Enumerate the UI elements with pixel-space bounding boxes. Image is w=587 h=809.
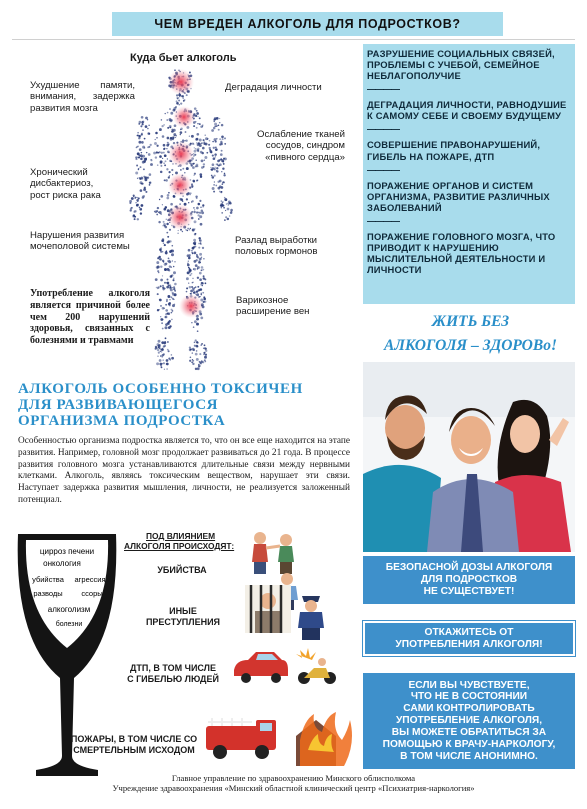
label-urogenital: Нарушения развития мочеполовой системы	[30, 230, 130, 253]
header-bar	[12, 6, 575, 40]
consequence-line: ПРЕСТУПЛЕНИЯ	[145, 616, 221, 627]
glass-word: болезни	[55, 621, 83, 628]
consequence-crimes	[140, 606, 226, 628]
glass-word: убийства	[32, 575, 64, 584]
consequence-accidents	[116, 663, 230, 685]
slogan-line: АЛКОГОЛЯ – ЗДОРОВо!	[384, 337, 557, 355]
footer-line: Учреждение здравоохранения «Минский областной клинический центр «Психиатрия-наркология»	[112, 783, 475, 794]
article-title-line: ОРГАНИЗМА ПОДРОСТКА	[18, 413, 226, 430]
fact-item: ПОРАЖЕНИЕ ОРГАНОВ И СИСТЕМ ОРГАНИЗМА, РАЗВИТИЕ РАЗЛИЧНЫХ ЗАБОЛЕВАНИЙ	[367, 179, 550, 213]
consequence-line: С ГИБЕЛЬЮ ЛЮДЕЙ	[127, 673, 219, 684]
fact-item: СОВЕРШЕНИЕ ПРАВОНАРУШЕНИЙ, ГИБЕЛЬ НА ПОЖАРЕ, ДТП	[367, 139, 541, 162]
no-safe-dose-box	[363, 556, 575, 604]
consequence-murders	[152, 565, 212, 576]
label-degradation: Деградация личности	[225, 82, 322, 93]
label-memory: Ухудшение памяти, внимания, задержка развития мозга	[30, 80, 135, 114]
fire-truck-illustration	[200, 712, 284, 762]
box-line: БЕЗОПАСНОЙ ДОЗЫ АЛКОГОЛЯ	[385, 562, 553, 574]
consequence-line: ИНЫЕ	[169, 606, 197, 616]
consequence-line: ПОЖАРЫ, В ТОМ ЧИСЛЕ СО	[70, 734, 198, 744]
glass-word: цирроз печени	[39, 547, 95, 556]
glass-word: агрессия	[74, 575, 106, 584]
police-officer-illustration	[296, 592, 326, 640]
chest-hotspot	[173, 106, 195, 128]
fact-item: РАЗРУШЕНИЕ СОЦИАЛЬНЫХ СВЯЗЕЙ, ПРОБЛЕМЫ С УЧЕБОЙ, СЕМЕЙНОЕ НЕБЛАГОПОЛУЧИЕ	[367, 48, 555, 82]
fact-divider: ————	[367, 84, 399, 95]
stomach-hotspot	[168, 173, 192, 197]
box-line: ОТКАЖИТЕСЬ ОТ	[424, 626, 514, 638]
label-dysbacteriosis: Хронический дисбактериоз, рост риска рака	[30, 167, 101, 201]
facts-panel	[363, 44, 575, 304]
body-map-title: Куда бьет алкоголь	[130, 52, 237, 64]
seek-help-box	[363, 673, 575, 769]
box-line: САМИ КОНТРОЛИРОВАТЬ	[403, 703, 535, 715]
box-line: УПОТРЕБЛЕНИЕ АЛКОГОЛЯ,	[395, 715, 543, 727]
box-line: ДЛЯ ПОДРОСТКОВ	[420, 574, 518, 586]
box-line: УПОТРЕБЛЕНИЯ АЛКОГОЛЯ!	[395, 638, 543, 650]
box-line: НЕ СУЩЕСТВУЕТ!	[423, 585, 515, 597]
fact-divider: ————	[367, 124, 399, 135]
glass-word: разводы	[33, 589, 63, 598]
consequences-title-line: АЛКОГОЛЯ ПРОИСХОДЯТ:	[124, 541, 235, 552]
page-title: ЧЕМ ВРЕДЕН АЛКОГОЛЬ ДЛЯ ПОДРОСТКОВ?	[112, 12, 503, 36]
footer-line: Главное управление по здравоохранению Минского облисполкома	[171, 773, 416, 783]
prisoner-illustration	[245, 585, 291, 633]
glass-word: онкология	[43, 559, 81, 568]
label-hormones: Разлад выработки половых гормонов	[235, 235, 318, 258]
fact-divider: ————	[367, 164, 399, 175]
glass-word: ссоры	[81, 589, 103, 598]
consequence-line: УБИЙСТВА	[157, 565, 207, 575]
label-vessels: Ослабление тканей сосудов, синдром «пивного сердца»	[257, 129, 345, 163]
consequence-line: СМЕРТЕЛЬНЫМ ИСХОДОМ	[73, 744, 195, 755]
consequence-fires	[64, 734, 204, 756]
burning-house-illustration	[286, 700, 352, 766]
leg-hotspot	[179, 294, 203, 318]
abdomen-hotspot	[167, 204, 193, 230]
heart-hotspot	[168, 141, 194, 167]
article-title-line: ДЛЯ РАЗВИВАЮЩЕГОСЯ	[18, 397, 219, 414]
fight-illustration	[246, 530, 300, 574]
label-varicose: Варикозное расширение вен	[236, 295, 310, 318]
slogan	[368, 310, 573, 358]
article-body: Особенностью организма подростка является то, что он все еще находится на этапе развития. Например, головной мозг продолжает развиваться до 21 года. В процессе развития головного мозга устанавливаются длительные связи между нервными клетками. Алкоголь, являясь токсическим веществом, нарушает эти связи. Наступает задержка развития мышления, личности, не реализуется заложенный потенциал.	[18, 436, 350, 505]
consequences-title	[124, 531, 234, 551]
refuse-box	[363, 621, 575, 656]
consequence-line: ДТП, В ТОМ ЧИСЛЕ	[129, 663, 217, 673]
box-line: ПОМОЩЬЮ К ВРАЧУ-НАРКОЛОГУ,	[382, 738, 556, 750]
slogan-line: ЖИТЬ БЕЗ	[431, 313, 510, 330]
footer	[0, 773, 587, 793]
article-title-line: АЛКОГОЛЬ ОСОБЕННО ТОКСИЧЕН	[18, 381, 303, 397]
crashed-car-illustration	[232, 650, 290, 684]
box-line: ВЫ МОЖЕТЕ ОБРАТИТЬСЯ ЗА	[391, 726, 547, 738]
motorcycle-crash-illustration	[292, 648, 340, 688]
glass-word: алкоголизм	[47, 605, 91, 614]
fact-divider: ————	[367, 215, 399, 226]
consequences-title-line: ПОД ВЛИЯНИЕМ	[146, 531, 216, 541]
fact-item: ДЕГРАДАЦИЯ ЛИЧНОСТИ, РАВНОДУШИЕ К САМОМУ СЕБЕ И СВОЕМУ БУДУЩЕМУ	[367, 99, 567, 122]
label-200-disorders: Употребление алкоголя является причиной более чем 200 нарушений здоровья, связанных с болезнями и травмами	[30, 288, 150, 347]
happy-friends-photo	[363, 362, 575, 552]
box-line: ЕСЛИ ВЫ ЧУВСТВУЕТЕ,	[408, 679, 530, 691]
fact-item: ПОРАЖЕНИЕ ГОЛОВНОГО МОЗГА, ЧТО ПРИВОДИТ К НАРУШЕНИЮ МЫСЛИТЕЛЬНОЙ ДЕЯТЕЛЬНОСТИ И ЛИЧНОСТИ	[367, 230, 556, 276]
brain-hotspot	[168, 69, 194, 95]
box-line: В ТОМ ЧИСЛЕ АНОНИМНО.	[400, 750, 538, 762]
article-title	[18, 381, 348, 430]
box-line: ЧТО НЕ В СОСТОЯНИИ	[410, 691, 528, 703]
